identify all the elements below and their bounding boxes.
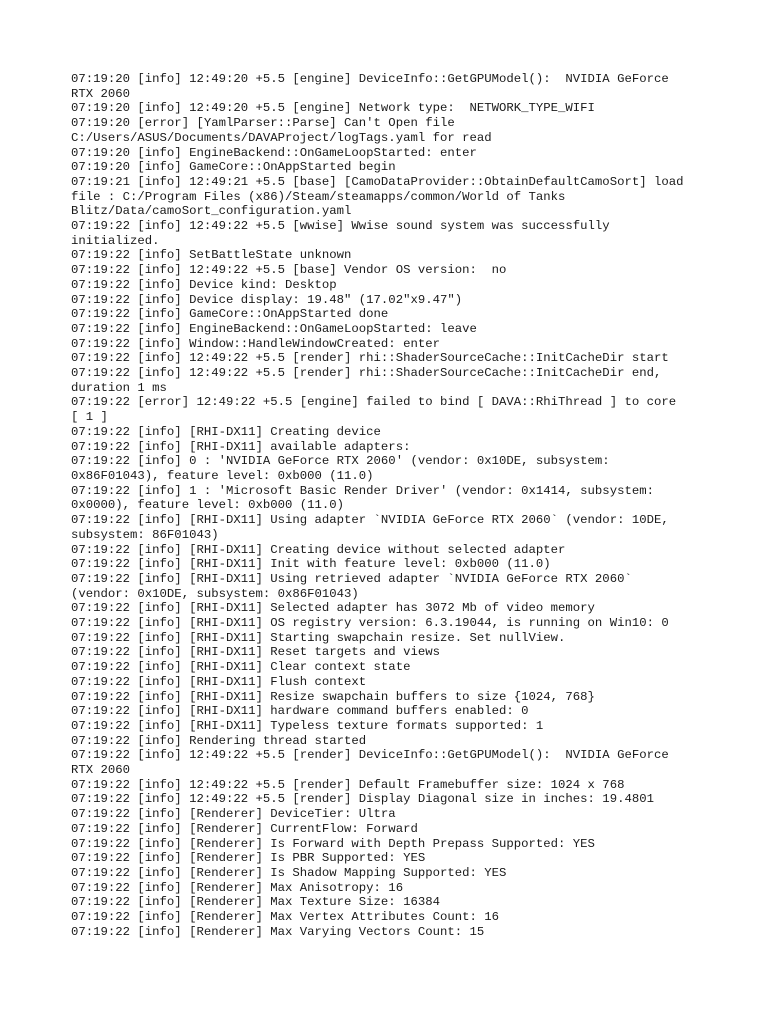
log-line: 07:19:22 [info] [RHI-DX11] Typeless texture formats supported: 1 xyxy=(71,718,544,733)
log-line: 07:19:22 [info] [RHI-DX11] Creating device xyxy=(71,424,381,439)
log-line: Blitz/Data/camoSort_configuration.yaml xyxy=(71,204,352,219)
log-document xyxy=(71,72,697,939)
log-line: 07:19:22 [info] [RHI-DX11] Selected adapter has 3072 Mb of video memory xyxy=(71,601,595,616)
log-line: 07:19:22 [info] [Renderer] Max Texture Size: 16384 xyxy=(71,895,440,910)
log-line: 07:19:22 [info] 0 : 'NVIDIA GeForce RTX 2060' (vendor: 0x10DE, subsystem: xyxy=(71,454,610,469)
log-line: 07:19:20 [info] EngineBackend::OnGameLoopStarted: enter xyxy=(71,145,477,160)
log-line: 07:19:21 [info] 12:49:21 +5.5 [base] [CamoDataProvider::ObtainDefaultCamoSort] load xyxy=(71,174,684,189)
log-line: file : C:/Program Files (x86)/Steam/steamapps/common/World of Tanks xyxy=(71,189,566,204)
log-line: 07:19:22 [info] [RHI-DX11] Flush context xyxy=(71,674,367,689)
log-line: 07:19:22 [info] Device display: 19.48" (17.02"x9.47") xyxy=(71,292,463,307)
log-line: 07:19:22 [info] [Renderer] CurrentFlow: Forward xyxy=(71,821,418,836)
log-line: RTX 2060 xyxy=(71,86,131,101)
log-line: C:/Users/ASUS/Documents/DAVAProject/logTags.yaml for read xyxy=(71,130,492,145)
log-line: 07:19:22 [info] 12:49:22 +5.5 [render] Default Framebuffer size: 1024 x 768 xyxy=(71,777,625,792)
log-line: 07:19:22 [info] [RHI-DX11] Using adapter `NVIDIA GeForce RTX 2060` (vendor: 10DE, xyxy=(71,513,669,528)
log-line: 07:19:22 [info] [Renderer] Max Vertex Attributes Count: 16 xyxy=(71,910,500,925)
log-line: 07:19:22 [info] [RHI-DX11] Resize swapchain buffers to size {1024, 768} xyxy=(71,689,595,704)
log-line: 07:19:22 [info] SetBattleState unknown xyxy=(71,248,352,263)
log-line: 07:19:22 [info] [RHI-DX11] Clear context state xyxy=(71,660,411,675)
log-line: subsystem: 86F01043) xyxy=(71,527,219,542)
log-line: 07:19:22 [info] [RHI-DX11] Init with feature level: 0xb000 (11.0) xyxy=(71,557,551,572)
log-line: 07:19:22 [info] Window::HandleWindowCreated: enter xyxy=(71,336,440,351)
log-line: 07:19:20 [info] GameCore::OnAppStarted begin xyxy=(71,160,396,175)
log-line: 07:19:22 [info] [Renderer] DeviceTier: Ultra xyxy=(71,807,396,822)
log-line: 07:19:22 [info] 12:49:22 +5.5 [render] Display Diagonal size in inches: 19.4801 xyxy=(71,792,654,807)
log-line: 07:19:22 [info] 1 : 'Microsoft Basic Render Driver' (vendor: 0x1414, subsystem: xyxy=(71,483,654,498)
log-line: (vendor: 0x10DE, subsystem: 0x86F01043) xyxy=(71,586,359,601)
log-line: 07:19:22 [info] [RHI-DX11] available adapters: xyxy=(71,439,411,454)
log-line: 07:19:22 [info] GameCore::OnAppStarted done xyxy=(71,307,389,322)
log-line: 0x86F01043), feature level: 0xb000 (11.0) xyxy=(71,468,374,483)
log-line: 07:19:20 [info] 12:49:20 +5.5 [engine] DeviceInfo::GetGPUModel(): NVIDIA GeForce xyxy=(71,72,669,86)
log-line: [ 1 ] xyxy=(71,410,108,425)
log-line: 07:19:22 [info] 12:49:22 +5.5 [render] rhi::ShaderSourceCache::InitCacheDir start xyxy=(71,351,669,366)
log-line: 07:19:22 [info] [RHI-DX11] Starting swapchain resize. Set nullView. xyxy=(71,630,566,645)
log-line: initialized. xyxy=(71,233,160,248)
log-line: 0x0000), feature level: 0xb000 (11.0) xyxy=(71,498,345,513)
log-line: 07:19:22 [info] [RHI-DX11] OS registry version: 6.3.19044, is running on Win10: 0 xyxy=(71,616,669,631)
log-line: 07:19:22 [info] [RHI-DX11] Reset targets and views xyxy=(71,645,440,660)
log-line: 07:19:22 [info] [RHI-DX11] hardware command buffers enabled: 0 xyxy=(71,704,529,719)
log-line: RTX 2060 xyxy=(71,763,131,778)
log-line: 07:19:22 [info] [Renderer] Is Shadow Mapping Supported: YES xyxy=(71,865,507,880)
log-line: 07:19:22 [info] [Renderer] Is Forward with Depth Prepass Supported: YES xyxy=(71,836,595,851)
log-line: 07:19:22 [error] 12:49:22 +5.5 [engine] failed to bind [ DAVA::RhiThread ] to core xyxy=(71,395,677,410)
log-line: 07:19:20 [info] 12:49:20 +5.5 [engine] Network type: NETWORK_TYPE_WIFI xyxy=(71,101,595,116)
log-line: 07:19:22 [info] 12:49:22 +5.5 [base] Vendor OS version: no xyxy=(71,263,507,278)
log-line: 07:19:22 [info] Rendering thread started xyxy=(71,733,367,748)
log-line: 07:19:22 [info] [Renderer] Is PBR Supported: YES xyxy=(71,851,426,866)
log-line: 07:19:22 [info] 12:49:22 +5.5 [render] rhi::ShaderSourceCache::InitCacheDir end, xyxy=(71,366,662,381)
log-line: 07:19:22 [info] EngineBackend::OnGameLoopStarted: leave xyxy=(71,321,477,336)
log-line: 07:19:22 [info] [RHI-DX11] Using retrieved adapter `NVIDIA GeForce RTX 2060` xyxy=(71,571,632,586)
log-line: 07:19:22 [info] [Renderer] Max Anisotropy: 16 xyxy=(71,880,404,895)
log-line: 07:19:22 [info] Device kind: Desktop xyxy=(71,277,337,292)
log-line: 07:19:22 [info] 12:49:22 +5.5 [wwise] Wwise sound system was successfully xyxy=(71,219,610,234)
log-line: 07:19:22 [info] [Renderer] Max Varying Vectors Count: 15 xyxy=(71,924,485,939)
log-line: 07:19:22 [info] 12:49:22 +5.5 [render] DeviceInfo::GetGPUModel(): NVIDIA GeForce xyxy=(71,748,669,763)
log-line: 07:19:20 [error] [YamlParser::Parse] Can't Open file xyxy=(71,116,455,131)
log-line: 07:19:22 [info] [RHI-DX11] Creating device without selected adapter xyxy=(71,542,566,557)
log-line: duration 1 ms xyxy=(71,380,167,395)
